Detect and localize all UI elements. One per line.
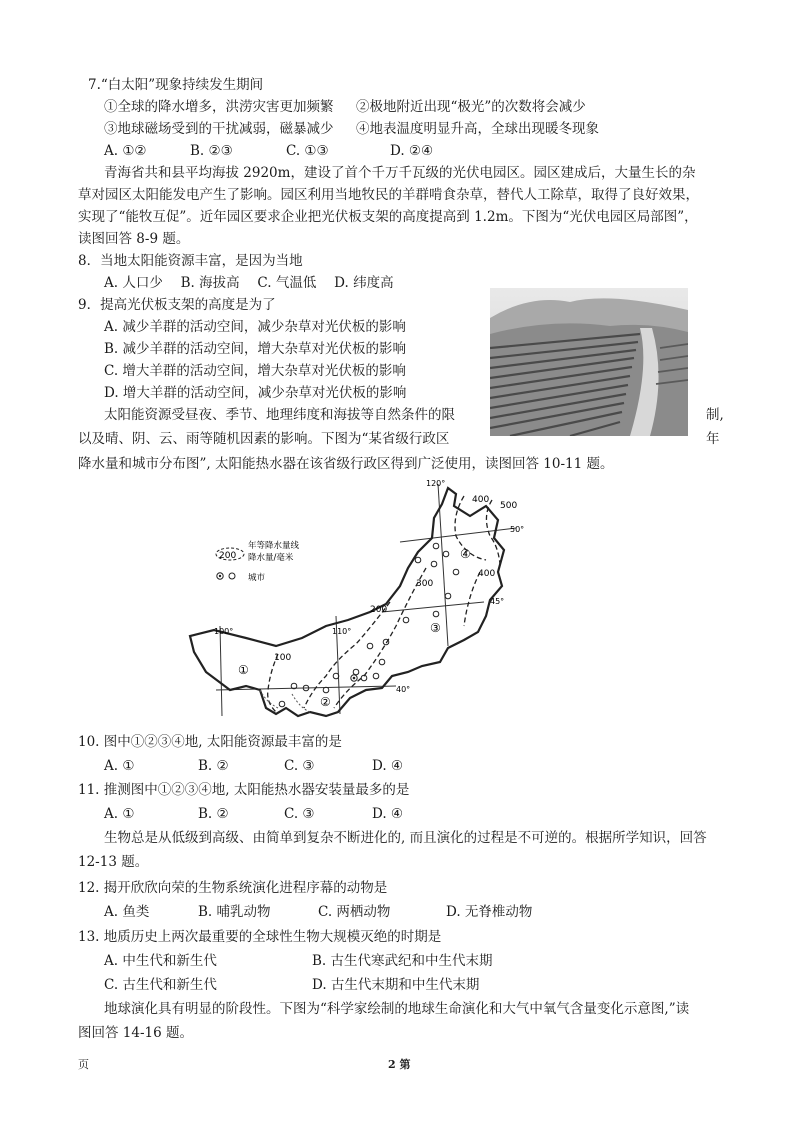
province-outline xyxy=(190,488,504,716)
q7-statement-4: ④地表温度明显升高，全球出现暖冬现象 xyxy=(356,121,599,137)
label-iso-100: 100 xyxy=(274,653,292,663)
passage-3-line-2: 12-13 题。 xyxy=(78,854,149,870)
q10-stem: 10. 图中①②③④地, 太阳能资源最丰富的是 xyxy=(78,734,342,750)
legend-iso-value: 200 xyxy=(219,551,237,561)
q10-option-a: A. ① xyxy=(104,758,135,774)
label-lon-120: 120° xyxy=(426,479,446,488)
q11-option-c: C. ③ xyxy=(284,806,315,822)
q11-option-d: D. ④ xyxy=(372,806,404,822)
q8-options: A. 人口少 B. 海拔高 C. 气温低 D. 纬度高 xyxy=(104,275,394,291)
q8-stem: 8．当地太阳能资源丰富，是因为当地 xyxy=(78,253,303,269)
isohyet-400-east xyxy=(464,572,480,626)
q12-option-a: A. 鱼类 xyxy=(104,904,150,920)
passage-3-line-1: 生物总是从低级到高级、由简单到复杂不断进化的, 而且演化的过程是不可逆的。根据所学知识，回答 xyxy=(104,830,707,846)
region-2-label: ② xyxy=(320,695,331,709)
map-legend xyxy=(216,540,300,583)
q7-statement-1: ①全球的降水增多，洪涝灾害更加频繁 xyxy=(104,99,334,115)
precipitation-city-map xyxy=(186,476,546,726)
passage-2-line-1: 太阳能资源受昼夜、季节、地理纬度和海拔等自然条件的限 xyxy=(104,407,455,423)
q9-option-d: D. 增大羊群的活动空间，减少杂草对光伏板的影响 xyxy=(104,385,407,401)
passage-1-line-2: 草对园区太阳能发电产生了影响。园区利用当地牧民的羊群啃食杂草，替代人工除草，取得了良好效果， xyxy=(78,187,699,203)
q13-stem: 13. 地质历史上两次最重要的全球性生物大规模灭绝的时期是 xyxy=(78,929,442,945)
q13-option-d: D. 古生代末期和中生代末期 xyxy=(312,977,480,993)
label-lon-100: 100° xyxy=(214,627,234,636)
q13-option-a: A. 中生代和新生代 xyxy=(104,953,217,969)
q12-option-b: B. 哺乳动物 xyxy=(198,904,271,920)
solar-park-photo xyxy=(490,288,688,436)
legend-unit: 降水量/毫米 xyxy=(248,553,294,563)
passage-2-line-1-end: 制, xyxy=(706,407,724,423)
label-iso-300: 300 xyxy=(416,579,434,589)
q9-option-c: C. 增大羊群的活动空间，增大杂草对光伏板的影响 xyxy=(104,363,406,379)
q9-option-b: B. 减少羊群的活动空间，增大杂草对光伏板的影响 xyxy=(104,341,407,357)
footer-page-number: 2 第 xyxy=(388,1058,411,1071)
q12-stem: 12. 揭开欣欣向荣的生物系统演化进程序幕的动物是 xyxy=(78,880,388,896)
legend-city: 城市 xyxy=(248,573,266,583)
region-1-label: ① xyxy=(238,663,249,677)
label-lat-45: 45° xyxy=(490,597,505,606)
passage-2-line-2: 以及晴、阴、云、雨等随机因素的影响。下图为“某省级行政区 xyxy=(78,431,450,447)
q7-option-d: D. ②④ xyxy=(390,143,434,159)
label-lat-50: 50° xyxy=(510,525,525,534)
q7-stem: 7.“白太阳”现象持续发生期间 xyxy=(88,77,264,93)
q10-option-b: B. ② xyxy=(198,758,229,774)
q10-option-d: D. ④ xyxy=(372,758,404,774)
label-lat-40: 40° xyxy=(396,685,411,694)
q11-option-b: B. ② xyxy=(198,806,229,822)
passage-4-line-2: 图回答 14-16 题。 xyxy=(78,1025,194,1041)
label-iso-500: 500 xyxy=(500,501,518,511)
q11-option-a: A. ① xyxy=(104,806,135,822)
passage-2-line-2-end: 年 xyxy=(706,431,720,447)
q9-option-a: A. 减少羊群的活动空间，减少杂草对光伏板的影响 xyxy=(104,319,406,335)
region-3-label: ③ xyxy=(430,621,441,635)
label-iso-200: 200 xyxy=(370,605,388,615)
passage-1-line-1: 青海省共和县平均海拔 2920m，建设了首个千万千瓦级的光伏电园区。园区建成后，大量生长的杂 xyxy=(104,165,696,181)
q10-option-c: C. ③ xyxy=(284,758,315,774)
q7-statement-2: ②极地附近出现“极光”的次数将会减少 xyxy=(356,99,586,115)
passage-1-line-3: 实现了“能牧互促”。近年园区要求企业把光伏板支架的高度提高到 1.2m。下图为“光伏电园区局部图”， xyxy=(78,209,698,225)
q11-stem: 11. 推测图中①②③④地, 太阳能热水器安装量最多的是 xyxy=(78,782,410,798)
q7-statement-3: ③地球磁场受到的干扰减弱，磁暴减少 xyxy=(104,121,334,137)
q7-option-b: B. ②③ xyxy=(190,143,233,159)
q9-stem: 9．提高光伏板支架的高度是为了 xyxy=(78,297,276,313)
label-lon-110: 110° xyxy=(332,627,352,636)
region-4-label: ④ xyxy=(460,547,471,561)
legend-isohyet: 年等降水量线 xyxy=(248,541,300,551)
parallel-50 xyxy=(400,528,516,542)
meridian-100 xyxy=(220,626,222,716)
q13-option-c: C. 古生代和新生代 xyxy=(104,977,217,993)
passage-1-line-4: 读图回答 8-9 题。 xyxy=(78,231,190,247)
label-iso-400b: 400 xyxy=(478,569,496,579)
q12-option-c: C. 两栖动物 xyxy=(318,904,391,920)
label-iso-400a: 400 xyxy=(472,495,490,505)
passage-4-line-1: 地球演化具有明显的阶段性。下图为“科学家绘制的地球生命演化和大气中氧气含量变化示意图,”读 xyxy=(104,1001,690,1017)
q13-option-b: B. 古生代寒武纪和中生代末期 xyxy=(312,953,493,969)
q7-option-c: C. ①③ xyxy=(286,143,329,159)
footer-page-left: 页 xyxy=(78,1058,89,1071)
q12-option-d: D. 无脊椎动物 xyxy=(446,904,533,920)
q7-option-a: A. ①② xyxy=(104,143,147,159)
passage-2-line-3: 降水量和城市分布图”, 太阳能热水器在该省级行政区得到广泛使用，读图回答 10-11 题。 xyxy=(78,456,614,472)
